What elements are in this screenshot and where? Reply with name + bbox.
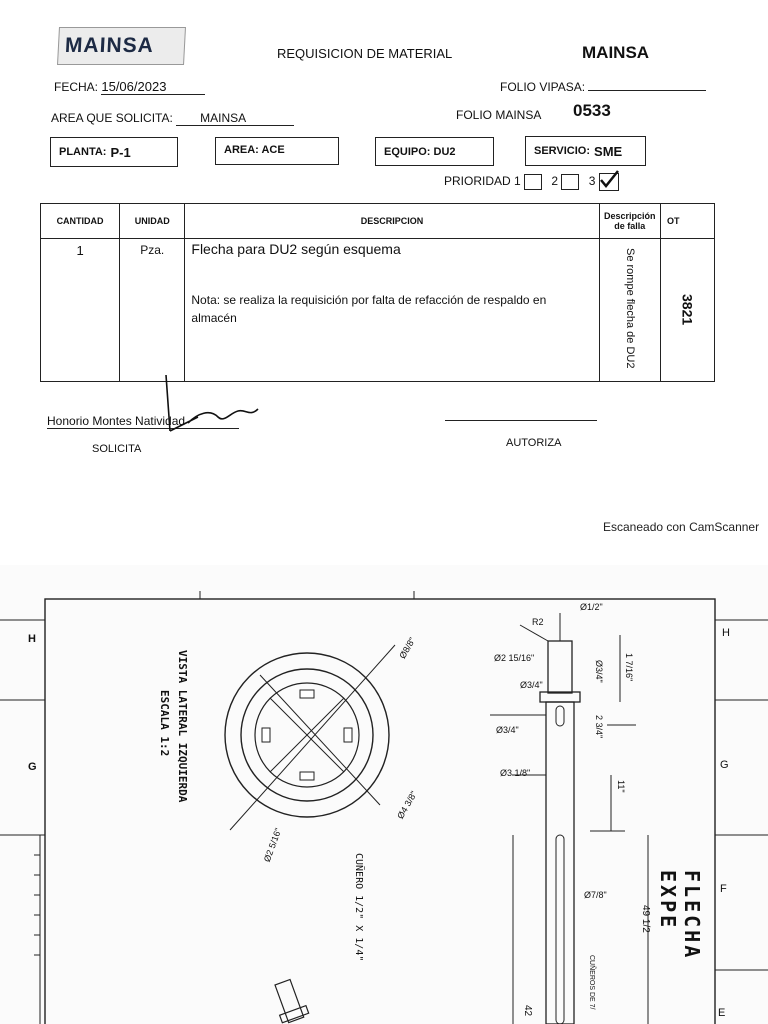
folio-mainsa-value: 0533 [573, 101, 611, 120]
grid-right-h: H [722, 627, 730, 639]
ot-text: 3821 [679, 294, 696, 326]
header-falla: Descripción de falla [599, 204, 660, 239]
cunero-label: CUÑERO 1/2" X 1/4" [353, 853, 364, 962]
cell-falla [599, 239, 660, 382]
priority-2-label: 2 [551, 174, 559, 189]
description-text: Flecha para DU2 según esquema [191, 241, 401, 257]
dim-text: Ø3/4" [520, 680, 543, 690]
area-solicita-value: MAINSA [176, 111, 294, 126]
grid-right-f: F [720, 883, 727, 895]
logo-text: MAINSA [64, 34, 155, 57]
dim-text: Ø2 15/16" [494, 653, 535, 663]
servicio-label: SERVICIO: [534, 145, 591, 157]
cuneros-small-label: CUÑEROS DE 7/ [588, 955, 595, 1010]
side-view-label: VISTA LATERAL IZQUIERDA [176, 650, 189, 803]
fecha-label: FECHA: [54, 80, 99, 94]
solicita-name: Honorio Montes Natividad [47, 414, 239, 429]
area-box [215, 137, 339, 165]
prioridad-row [444, 173, 625, 191]
drawing-title: FLECHA EXPE [656, 870, 704, 961]
area-solicita-field [51, 111, 294, 126]
cell-ot [661, 239, 715, 382]
planta-label: PLANTA: [59, 146, 107, 158]
planta-box [50, 137, 178, 167]
folio-mainsa-label: FOLIO MAINSA [456, 108, 542, 122]
prioridad-label: PRIORIDAD 1 [444, 174, 521, 189]
planta-value: P-1 [110, 144, 131, 160]
grid-left-h: H [28, 633, 36, 645]
dim-text: 42 [522, 1005, 533, 1017]
dim-text: Ø1/2" [580, 602, 603, 612]
cell-descripcion [185, 239, 599, 382]
table-row [41, 239, 715, 382]
header-cantidad: CANTIDAD [41, 204, 120, 239]
priority-2-checkbox[interactable] [561, 174, 579, 190]
falla-text: Se rompe flecha de DU2 [623, 247, 636, 369]
form-title: REQUISICION DE MATERIAL [277, 46, 453, 61]
logo [57, 27, 186, 65]
header-unidad: UNIDAD [120, 204, 185, 239]
folio-vipasa-value [588, 80, 706, 91]
dim-text: Ø3 1/8" [500, 768, 531, 778]
grid-left-g: G [28, 761, 37, 773]
signature-scribble [158, 373, 268, 443]
priority-3-label: 3 [588, 174, 596, 189]
dim-text: Ø3/4" [496, 725, 519, 735]
dim-text: Ø2 5/16" [261, 826, 284, 864]
header-descripcion: DESCRIPCION [185, 204, 599, 239]
note-text: Nota: se realiza la requisición por falta de refacción de respaldo en almacén [191, 293, 547, 325]
company-name: MAINSA [582, 43, 650, 62]
servicio-box [525, 136, 646, 166]
drawing-svg [0, 565, 768, 1024]
dim-text: 2 3/4" [594, 715, 604, 739]
priority-3-checkbox[interactable] [599, 173, 619, 191]
request-table [40, 203, 715, 382]
header-ot: OT [661, 204, 715, 239]
solicita-label: SOLICITA [92, 443, 142, 455]
dim-text: Ø8/8" [397, 635, 418, 661]
dim-text: Ø3/4" [594, 660, 604, 683]
dim-text: R2 [532, 617, 544, 627]
dim-text: 1 7/16" [624, 653, 634, 682]
check-icon [598, 169, 620, 189]
grid-right-e: E [718, 1007, 726, 1019]
fecha-field [54, 79, 205, 95]
area-label: AREA: ACE [224, 144, 285, 156]
folio-vipasa-field [500, 80, 706, 94]
grid-right-g: G [720, 759, 729, 771]
dim-text: Ø4 3/8" [395, 789, 419, 821]
autoriza-label: AUTORIZA [506, 437, 562, 449]
scanner-watermark: Escaneado con CamScanner [603, 520, 760, 534]
equipo-label: EQUIPO: DU2 [384, 145, 456, 158]
technical-drawing [0, 565, 768, 1024]
fecha-value: 15/06/2023 [101, 79, 205, 95]
priority-1-checkbox[interactable] [524, 174, 542, 190]
autoriza-line [445, 420, 597, 421]
equipo-box [375, 137, 494, 166]
dim-text: 49 1/2 [640, 905, 651, 933]
servicio-value: SME [594, 143, 623, 159]
scale-label: ESCALA 1:2 [158, 690, 171, 757]
dim-text: 11" [616, 780, 626, 793]
table-header-row [41, 204, 715, 239]
cell-unidad: Pza. [120, 239, 185, 382]
area-solicita-label: AREA QUE SOLICITA: [51, 111, 173, 125]
folio-vipasa-label: FOLIO VIPASA: [500, 80, 586, 94]
dim-text: Ø7/8" [584, 890, 607, 900]
cell-cantidad: 1 [41, 239, 120, 382]
